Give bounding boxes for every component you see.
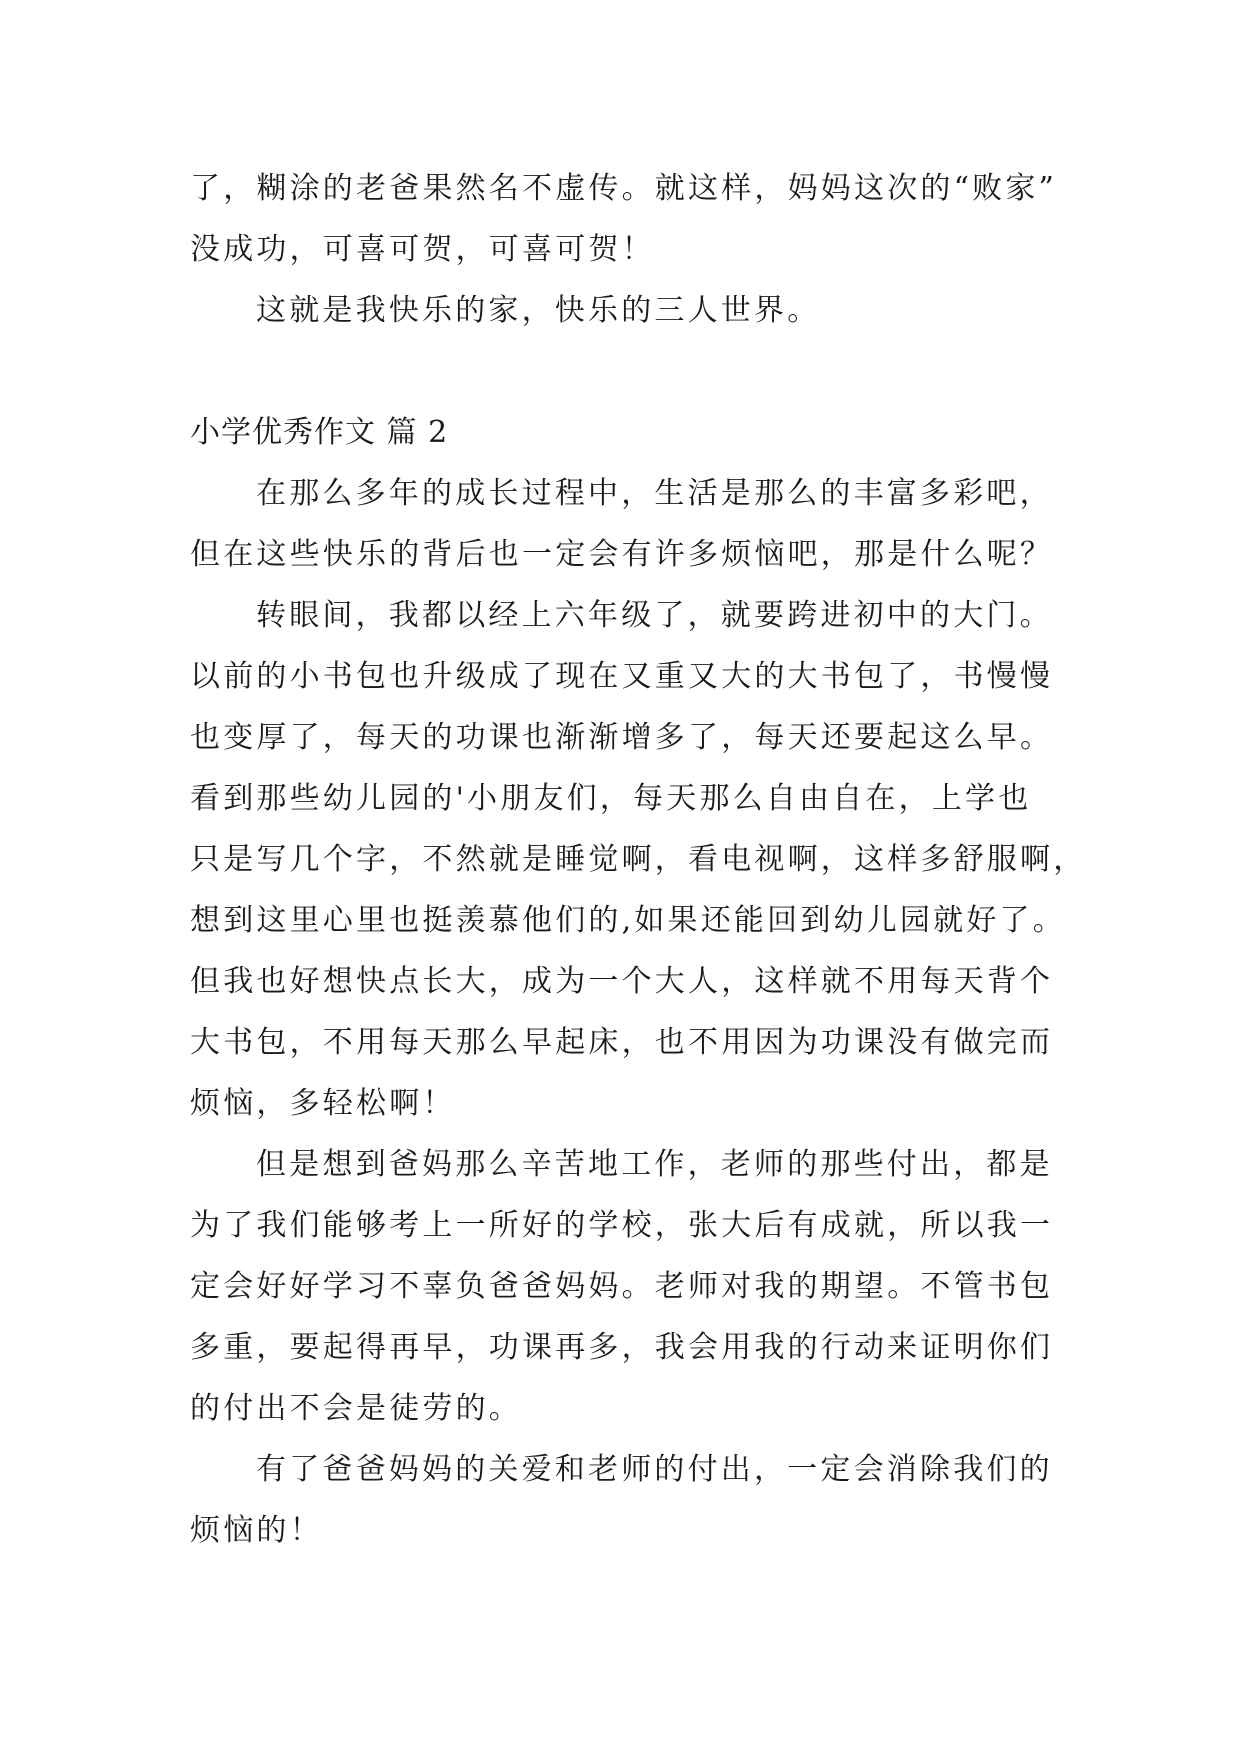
paragraph-line: 看到那些幼儿园的'小朋友们，每天那么自由自在，上学也 (190, 781, 1032, 816)
text-line: 了，糊涂的老爸果然名不虚传。就这样，妈妈这次的“败家” (190, 171, 1058, 206)
paragraph-line: 但是想到爸妈那么辛苦地工作，老师的那些付出，都是 (256, 1147, 1053, 1182)
paragraph-line: 在那么多年的成长过程中，生活是那么的丰富多彩吧， (256, 476, 1053, 511)
paragraph-line: 大书包，不用每天那么早起床，也不用因为功课没有做完而 (190, 1025, 1054, 1060)
text-line: 没成功，可喜可贺，可喜可贺！ (190, 232, 655, 267)
paragraph-line: 有了爸爸妈妈的关爱和老师的付出，一定会消除我们的 (256, 1452, 1053, 1487)
paragraph-line: 的付出不会是徒劳的。 (190, 1391, 522, 1426)
paragraph-line: 多重，要起得再早，功课再多，我会用我的行动来证明你们 (190, 1330, 1054, 1365)
paragraph-line: 以前的小书包也升级成了现在又重又大的大书包了，书慢慢 (190, 659, 1054, 694)
section-gap (190, 341, 1070, 402)
paragraph-line: 烦恼的！ (190, 1513, 323, 1548)
paragraph-line: 定会好好学习不辜负爸爸妈妈。老师对我的期望。不管书包 (190, 1269, 1054, 1304)
paragraph-line: 但我也好想快点长大，成为一个大人，这样就不用每天背个 (190, 964, 1054, 999)
section-heading: 小学优秀作文 篇 2 (190, 415, 449, 450)
paragraph-line: 也变厚了，每天的功课也渐渐增多了，每天还要起这么早。 (190, 720, 1054, 755)
paragraph-line: 但在这些快乐的背后也一定会有许多烦恼吧，那是什么呢？ (190, 537, 1054, 572)
paragraph-line: 转眼间，我都以经上六年级了，就要跨进初中的大门。 (256, 598, 1053, 633)
closing-line: 这就是我快乐的家，快乐的三人世界。 (256, 293, 821, 328)
paragraph-line: 想到这里心里也挺羡慕他们的,如果还能回到幼儿园就好了。 (190, 903, 1066, 938)
paragraph-line: 为了我们能够考上一所好的学校，张大后有成就，所以我一 (190, 1208, 1054, 1243)
paragraph-line: 只是写几个字，不然就是睡觉啊，看电视啊，这样多舒服啊， (190, 842, 1087, 877)
document-page (190, 158, 1087, 1561)
paragraph-line: 烦恼，多轻松啊！ (190, 1086, 456, 1121)
